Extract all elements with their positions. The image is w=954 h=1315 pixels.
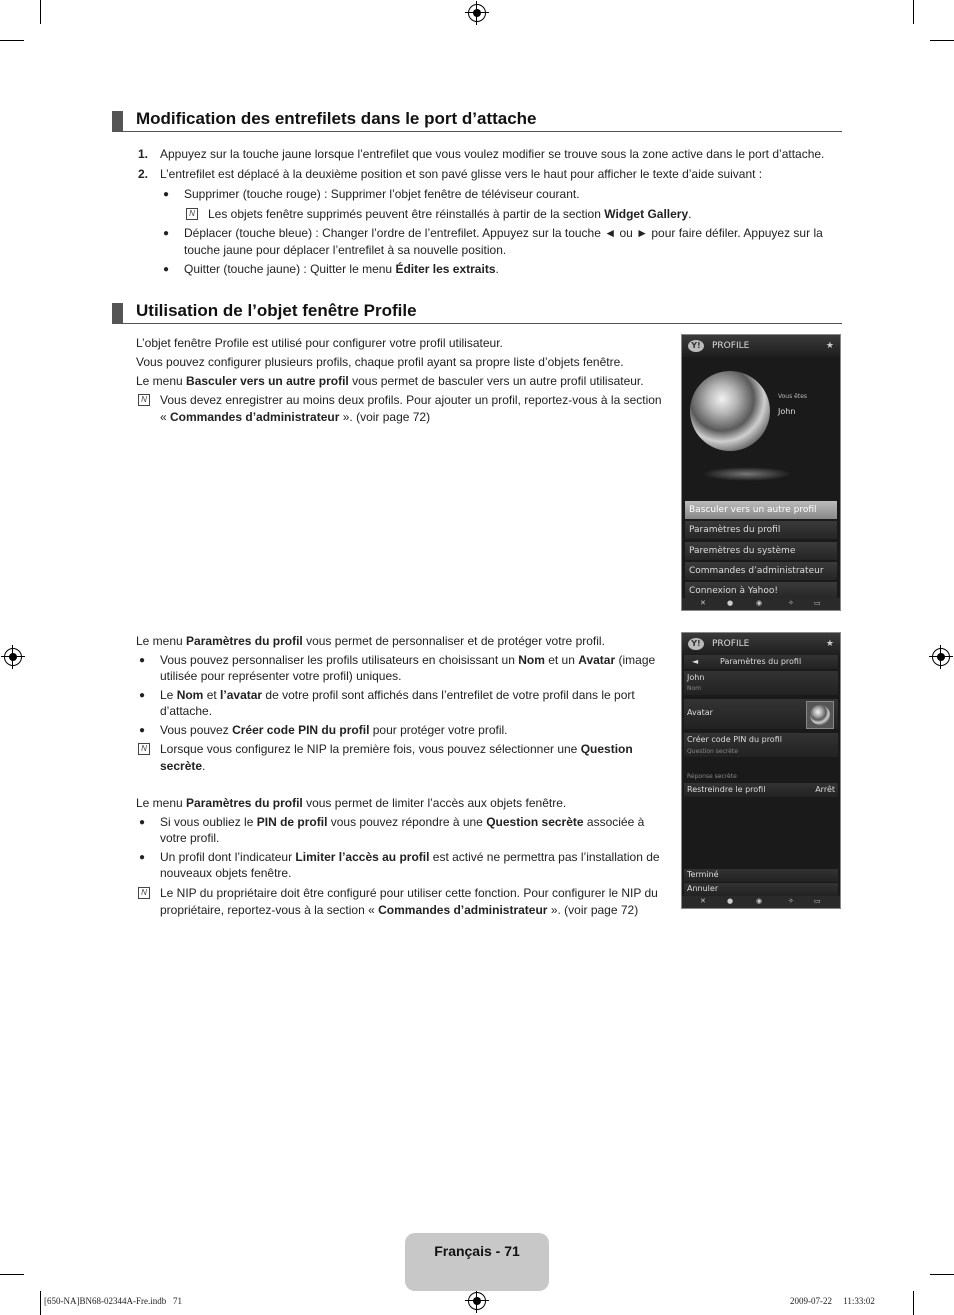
bullet-icon: ● [163,228,170,239]
screen-button-bar [682,598,840,610]
note-text: Le NIP du propriétaire doit être configuré pour utiliser cette fonction. Pour configurer le NIP du [160,886,658,900]
note-text: Vous devez enregistrer au moins deux profils. Pour ajouter un profil, reportez-vous à la section [160,393,662,407]
create-pin-label: Créer code PIN du profil [687,735,782,744]
crop-mark [930,40,954,41]
move-icon: ✧ [788,897,794,905]
restrict-profile-value: Arrêt [815,785,835,794]
screen-title: PROFILE [712,341,750,351]
screen-title: PROFILE [712,639,750,649]
bullet-text: Vous pouvez personnaliser les profils utilisateurs en choisissant un Nom et un Avatar (image [160,653,656,667]
secret-question-label: Question secrète [687,748,738,755]
cancel-label: Annuler [687,884,719,893]
note-icon: N [138,394,150,406]
bullet-text: Si vous oubliez le PIN de profil vous pouvez répondre à une Question secrète associée à [160,815,645,829]
step-number: 2. [138,167,149,181]
dot-icon: ● [727,897,734,905]
star-icon: ★ [825,341,834,351]
bullet-text: Vous pouvez Créer code PIN du profil pour protéger votre profil. [160,723,508,737]
crop-mark [930,1274,954,1275]
paragraph: Le menu Paramètres du profil vous permet de limiter l’accès aux objets fenêtre. [136,796,567,810]
file-info: [650-NA]BN68-02344A-Fre.indb 71 [44,1296,182,1306]
cancel-button[interactable] [684,883,838,896]
menu-item-yahoo-login[interactable]: Connexion à Yahoo! [685,582,837,600]
restrict-profile-label: Restreindre le profil [687,785,766,794]
paragraph: Le menu Paramètres du profil vous permet de personnaliser et de protéger votre profil. [136,634,605,648]
section-title: Utilisation de l’objet fenêtre Profile [136,301,417,320]
bullet-text: Un profil dont l’indicateur Limiter l’accès au profil est activé ne permettra pas l’installation de [160,850,660,864]
avatar-thumbnail [806,701,834,729]
pin-row[interactable] [684,733,838,757]
tv-screen-profile [681,334,841,611]
bullet-icon: ● [139,690,146,701]
note-icon: N [138,887,150,899]
name-row[interactable] [684,671,838,695]
registration-mark-icon [468,4,486,22]
submenu-header [684,655,838,669]
star-icon: ★ [825,639,834,649]
bullet-text: nouveaux objets fenêtre. [160,866,292,880]
yahoo-logo-icon: Y! [688,638,704,650]
bullet-icon: ● [139,852,146,863]
bullet-icon: ● [163,189,170,200]
paragraph: Le menu Basculer vers un autre profil vous permet de basculer vers un autre profil utilisateur. [136,374,644,388]
heading-bar [112,111,123,131]
close-icon: ✕ [700,897,706,905]
bullet-text: Déplacer (touche bleue) : Changer l’ordre de l’entrefilet. Appuyez sur la touche ◄ ou ► pour faire défiler. Appuyez sur la [184,226,823,240]
screen-header [682,633,840,655]
note-text: Les objets fenêtre supprimés peuvent être réinstallés à partir de la section Widget Gallery. [208,207,692,221]
menu-item-system-settings[interactable]: Paremètres du système [685,542,837,560]
bullet-text: utilisée pour représenter votre profil) uniques. [160,669,402,683]
globe-reflection [702,467,792,481]
print-date: 2009-07-22 11:33:02 [790,1296,875,1306]
submenu-title: Paramètres du profil [720,657,802,666]
paragraph: L’objet fenêtre Profile est utilisé pour configurer votre profil utilisateur. [136,336,503,350]
crop-mark [913,1291,914,1315]
user-name: John [778,407,796,416]
crop-mark [40,1291,41,1315]
heading-bar [112,303,123,323]
bullet-icon: ● [139,817,146,828]
screen-button-bar [682,896,840,908]
bullet-text: votre profil. [160,831,220,845]
bullet-icon: ● [139,655,146,666]
menu-item-profile-settings[interactable]: Paramètres du profil [685,521,837,539]
bullet-text: d’attache. [160,704,213,718]
section-heading-modification [112,109,842,132]
you-are-label: Vous êtes [778,393,808,400]
note-text: Lorsque vous configurez le NIP la première fois, vous pouvez sélectionner une Question [160,742,633,756]
note-text: « Commandes d’administrateur ». (voir page 72) [160,410,431,424]
exit-icon: ▭ [814,897,821,905]
section-title: Modification des entrefilets dans le port d’attache [136,109,537,128]
step-text: Appuyez sur la touche jaune lorsque l’entrefilet que vous voulez modifier se trouve sous la zone active dans le port d’attache. [160,147,825,161]
bullet-text: Quitter (touche jaune) : Quitter le menu Éditer les extraits. [184,262,499,276]
note-icon: N [186,208,198,220]
page-number: Français - 71 [434,1243,520,1259]
avatar-label: Avatar [687,708,713,717]
registration-mark-icon [468,1292,486,1310]
registration-mark-icon [932,648,950,666]
secret-answer-label: Réponse secrète [687,773,737,780]
done-label: Terminé [687,870,719,879]
crop-mark [40,0,41,24]
section-heading-profile [112,301,842,324]
paragraph: Vous pouvez configurer plusieurs profils, chaque profil ayant sa propre liste d’objets fenêtre. [136,355,624,369]
close-icon: ✕ [700,599,706,607]
menu-item-admin-commands[interactable]: Commandes d’administrateur [685,562,837,580]
screen-header [682,335,840,357]
registration-mark-icon [4,648,22,666]
bullet-text: Le Nom et l’avatar de votre profil sont affichés dans l’entrefilet de votre profil dans le port [160,688,635,702]
name-label: Nom [687,685,702,692]
crop-mark [0,1274,24,1275]
move-icon: ✧ [788,599,794,607]
back-arrow-icon[interactable]: ◄ [692,657,699,666]
crop-mark [0,40,24,41]
widget-icon: ◉ [756,599,763,607]
avatar-globe-icon [810,705,830,725]
note-text: propriétaire, reportez-vous à la section « Commandes d’administrateur ». (voir page 72) [160,903,639,917]
bullet-icon: ● [163,264,170,275]
avatar-row[interactable] [684,699,838,729]
menu-item-switch-profile[interactable]: Basculer vers un autre profil [685,501,837,519]
bullet-text: touche jaune pour déplacer l’entrefilet à sa nouvelle position. [184,243,507,257]
note-icon: N [138,743,150,755]
step-number: 1. [138,147,149,161]
done-button[interactable] [684,869,838,882]
page-number-box [405,1233,549,1291]
bullet-text: Supprimer (touche rouge) : Supprimer l’objet fenêtre de téléviseur courant. [184,187,580,201]
widget-icon: ◉ [756,897,763,905]
name-value: John [687,673,705,682]
restrict-row[interactable] [684,783,838,797]
avatar-globe-icon [690,371,770,451]
yahoo-logo-icon: Y! [688,340,704,352]
bullet-icon: ● [139,725,146,736]
dot-icon: ● [727,599,734,607]
exit-icon: ▭ [814,599,821,607]
note-text: secrète. [160,759,206,773]
tv-screen-profile-settings [681,632,841,909]
step-text: L’entrefilet est déplacé à la deuxième position et son pavé glisse vers le haut pour afficher le texte d’aide suivant : [160,167,763,181]
crop-mark [913,0,914,24]
